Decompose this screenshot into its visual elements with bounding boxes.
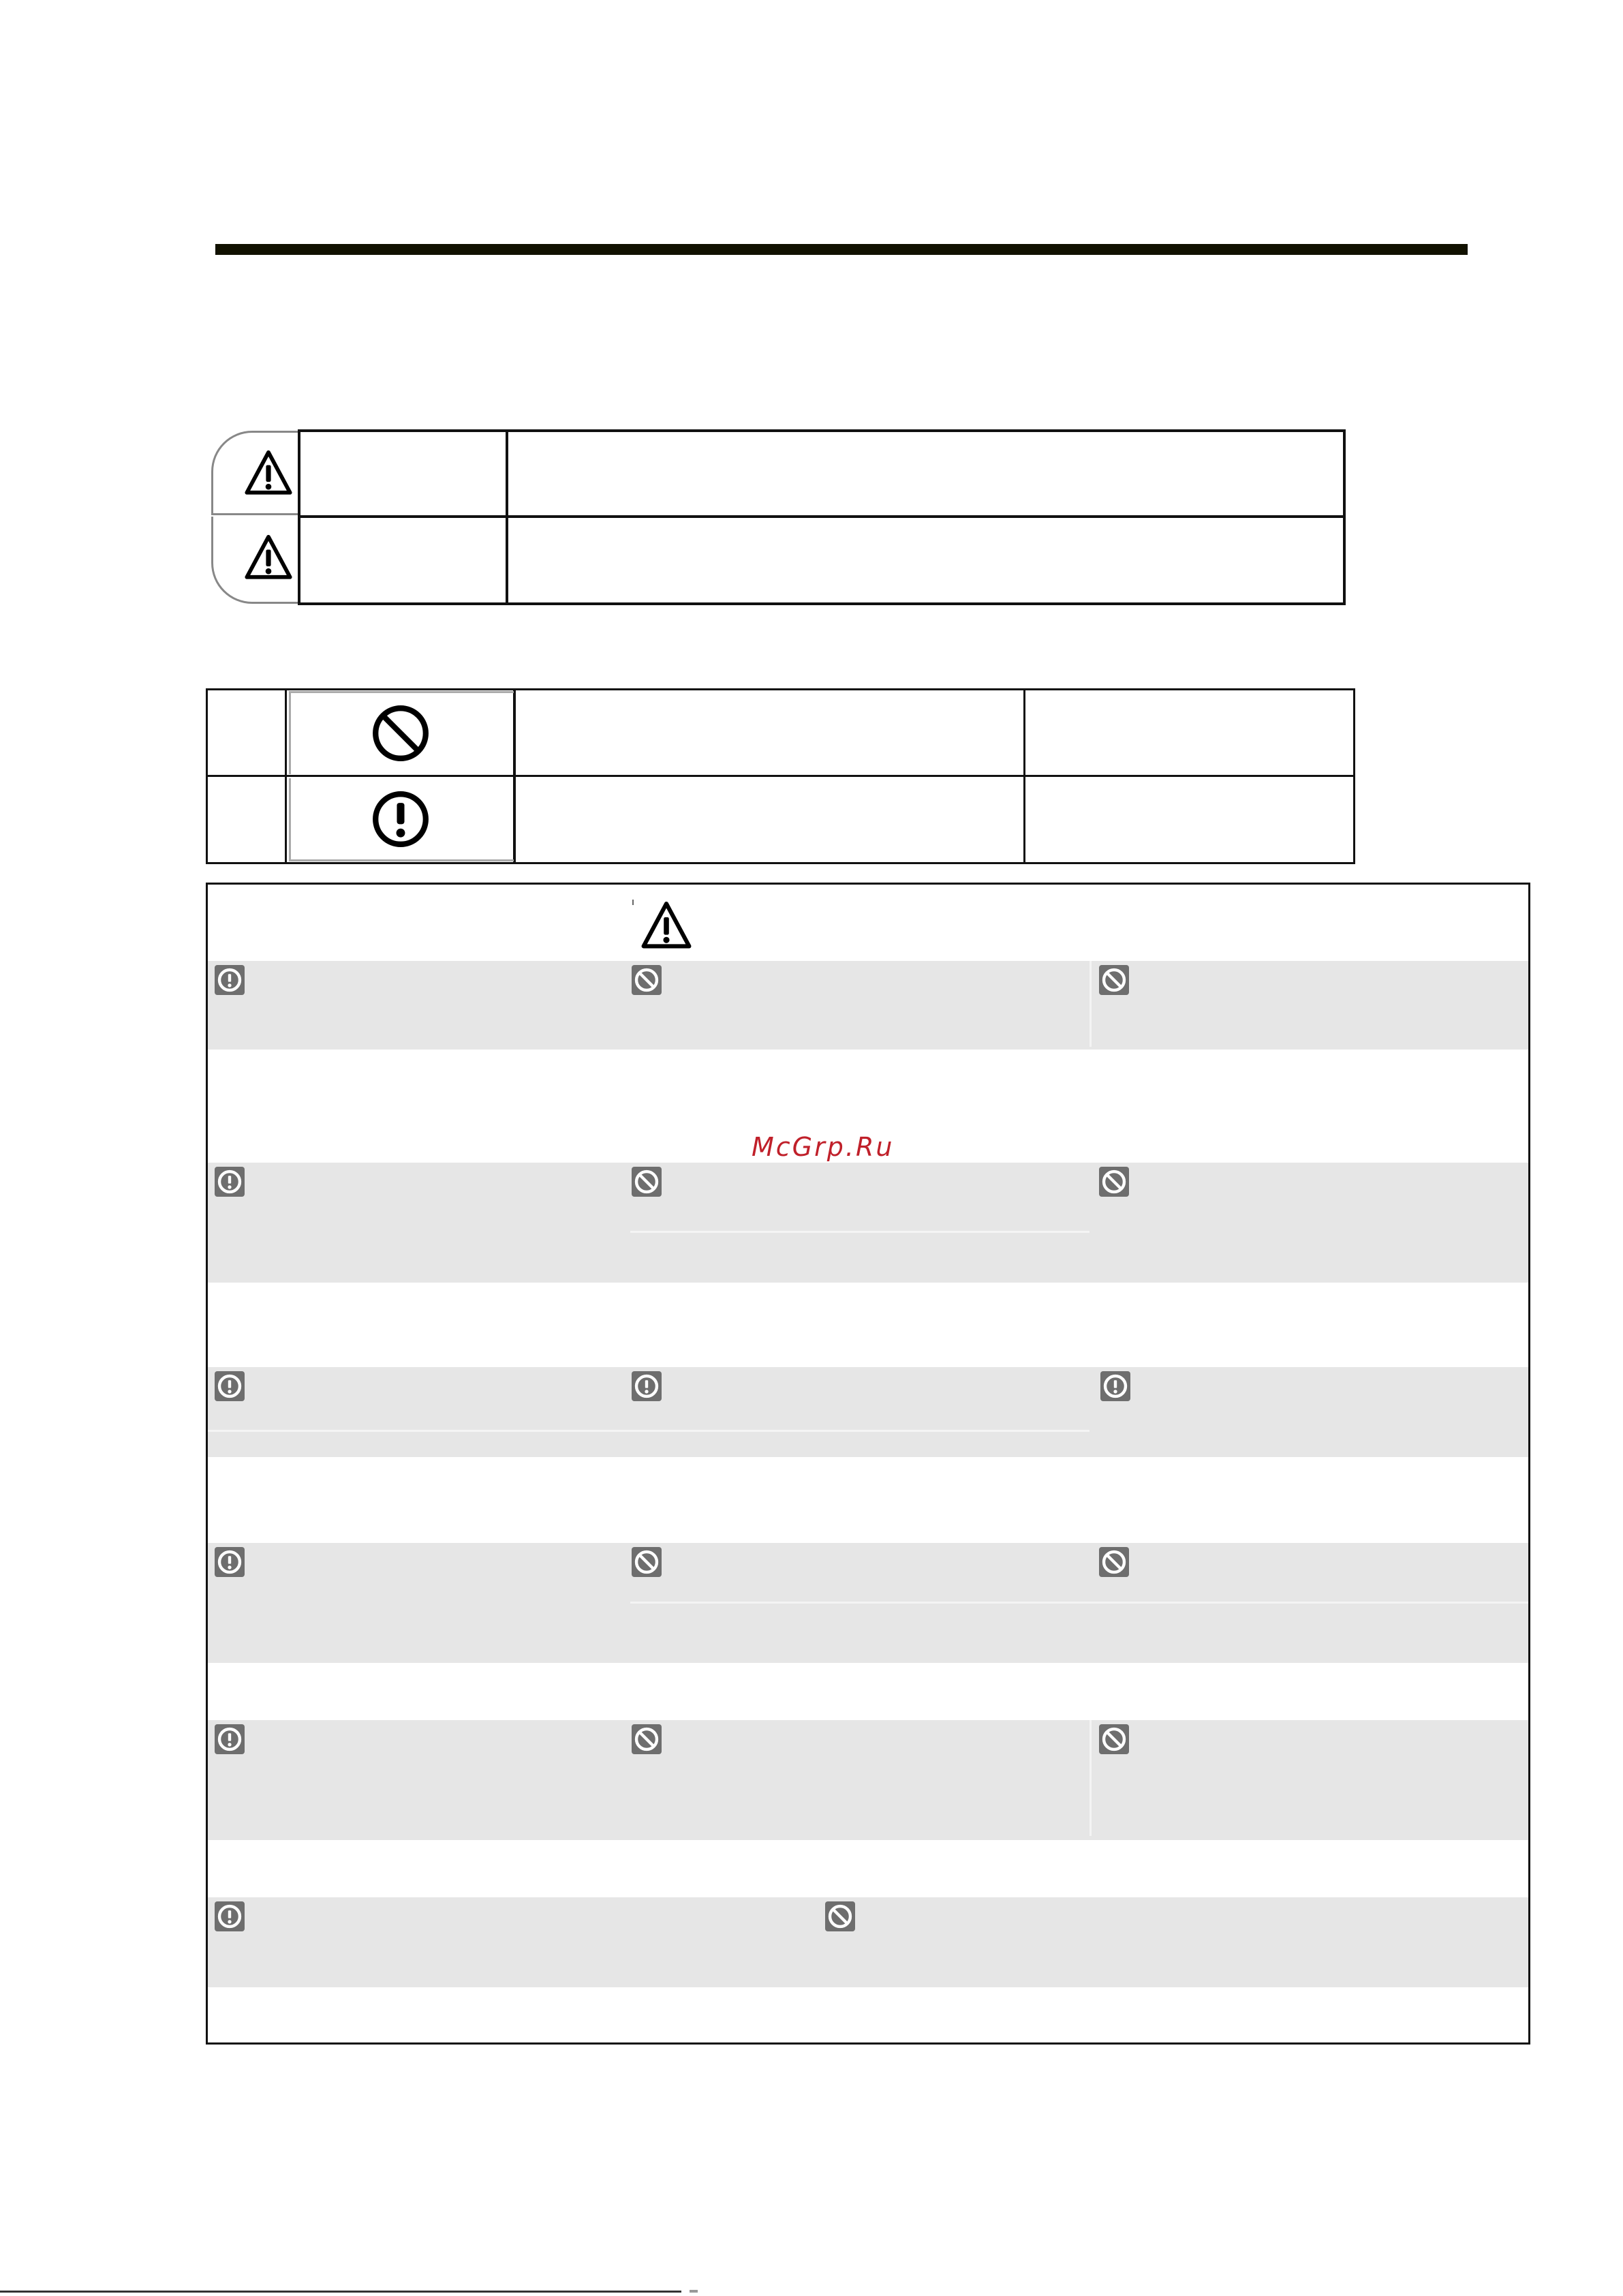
band-divider (1089, 961, 1092, 1047)
prohibited-icon (1099, 965, 1129, 995)
footer-line-tick (690, 2290, 698, 2293)
safety-band-2 (208, 1163, 1528, 1283)
safety-band-6 (208, 1897, 1528, 1987)
band-divider (1089, 1720, 1092, 1836)
mandatory-exclamation-icon (215, 1901, 245, 1931)
warning-triangle-icon (241, 533, 296, 582)
band-divider (630, 1602, 1528, 1604)
prohibited-icon (825, 1901, 855, 1931)
title-rule (215, 244, 1468, 255)
safety-band-3 (208, 1367, 1528, 1457)
warning-triangle-icon (241, 448, 296, 498)
safety-header-icon (637, 900, 696, 951)
mandatory-exclamation-icon (369, 788, 432, 851)
signal-col-divider (506, 429, 508, 605)
signal-row-1 (298, 429, 1346, 518)
symbol-table (206, 688, 1355, 864)
prohibited-icon (1099, 1547, 1129, 1577)
prohibited-icon (632, 1547, 662, 1577)
safety-band-1 (208, 961, 1528, 1050)
prohibited-icon (1099, 1724, 1129, 1754)
footer-line (0, 2291, 681, 2293)
mandatory-exclamation-icon (1100, 1371, 1130, 1401)
prohibited-icon (1099, 1167, 1129, 1197)
band-divider (630, 1231, 1089, 1233)
signal-word-table (211, 429, 1346, 605)
prohibited-icon (632, 1724, 662, 1754)
prohibited-icon (369, 702, 432, 765)
mandatory-exclamation-icon (215, 1724, 245, 1754)
symbol-col-divider-3 (1023, 688, 1025, 864)
mandatory-exclamation-icon (632, 1371, 662, 1401)
watermark-text: McGrp.Ru (752, 1132, 895, 1162)
mandatory-exclamation-icon (215, 1167, 245, 1197)
prohibited-icon (632, 1167, 662, 1197)
mandatory-exclamation-icon (215, 1371, 245, 1401)
signal-row-2 (298, 515, 1346, 605)
safety-header-tick (632, 900, 634, 905)
symbol-col-divider-1 (285, 688, 287, 864)
safety-grid (206, 883, 1530, 2045)
band-divider (208, 1430, 1089, 1432)
prohibited-icon (632, 965, 662, 995)
mandatory-exclamation-icon (215, 965, 245, 995)
mandatory-exclamation-icon (215, 1547, 245, 1577)
safety-band-5 (208, 1720, 1528, 1840)
